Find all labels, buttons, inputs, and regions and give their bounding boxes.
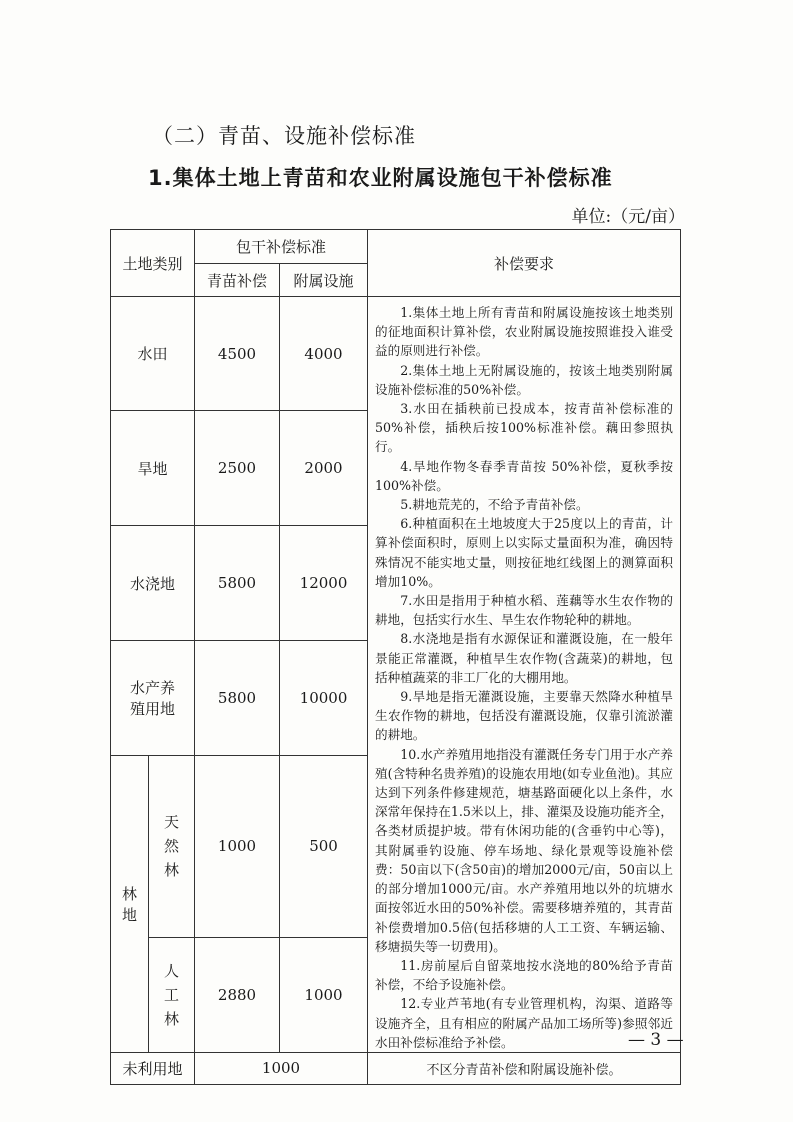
facility-value: 4000	[280, 297, 368, 411]
facility-value: 500	[280, 756, 368, 938]
requirements-cell	[368, 297, 681, 1053]
land-type: 天然林	[149, 756, 195, 938]
header-seedling: 青苗补偿	[195, 264, 280, 297]
requirement-item: 8.水浇地是指有水源保证和灌溉设施，在一般年景能正常灌溉，种植旱生农作物(含蔬菜)的耕地，包括种植蔬菜的非工厂化的大棚用地。	[375, 631, 674, 685]
requirement-text: 不区分青苗补偿和附属设施补偿。	[368, 1052, 681, 1084]
land-type: 水田	[111, 297, 195, 411]
land-type: 未利用地	[111, 1052, 195, 1084]
seedling-value: 2880	[195, 937, 280, 1052]
facility-value: 10000	[280, 641, 368, 756]
requirement-item: 4.旱地作物冬春季青苗按 50%补偿，夏秋季按100%补偿。	[375, 458, 674, 493]
seedling-value: 4500	[195, 297, 280, 411]
seedling-value: 1000	[195, 756, 280, 938]
table-title: 1.集体土地上青苗和农业附属设施包干补偿标准	[148, 166, 613, 190]
table-row	[111, 1052, 681, 1084]
land-type: 水产养殖用地	[111, 641, 195, 756]
land-type: 人工林	[149, 937, 195, 1052]
header-land-type: 土地类别	[111, 230, 195, 297]
seedling-value: 2500	[195, 411, 280, 526]
requirement-item: 7.水田是指用于种植水稻、莲藕等水生农作物的耕地，包括实行水生、旱生农作物轮种的耕地。	[375, 593, 674, 628]
land-type: 水浇地	[111, 526, 195, 641]
seedling-value: 5800	[195, 641, 280, 756]
header-lump-sum: 包干补偿标准	[195, 230, 368, 264]
requirement-item: 11.房前屋后自留菜地按水浇地的80%给予青苗补偿，不给予设施补偿。	[375, 957, 674, 993]
unit-label: 单位:（元/亩）	[571, 207, 685, 227]
requirement-item: 3.水田在插秧前已投成本，按青苗补偿标准的50%补偿，插秧后按100%标准补偿。藕田参照执行。	[375, 401, 674, 455]
facility-value: 12000	[280, 526, 368, 641]
requirement-item: 12.专业芦苇地(有专业管理机构，沟渠、道路等设施齐全，且有相应的附属产品加工场所等)参照邻近水田补偿标准给予补偿。	[375, 996, 674, 1050]
facility-value: 2000	[280, 411, 368, 526]
page-number: — 3 —	[628, 1030, 684, 1050]
requirement-item: 1.集体土地上所有青苗和附属设施按该土地类别的征地面积计算补偿，农业附属设施按照谁投入谁受益的原则进行补偿。	[375, 305, 674, 359]
land-type: 旱地	[111, 411, 195, 526]
requirement-item: 10.水产养殖用地指没有灌溉任务专门用于水产养殖(含特种名贵养殖)的设施农用地(如专业鱼池)。其应达到下列条件修建规范，塘基路面硬化以上条件，水深常年保持在1.5米以上，排、灌渠及设施功能齐全，各类材质提护坡。带有休闲功能的(含垂钓中心等)，其附属垂钓设施、停车场地、绿化景观等设施补偿费：50亩以下(含50亩)的增加2000元/亩，50亩以上的部分增加1000元/亩。水产养殖用地以外的坑塘水面按邻近水田的50%补偿。需要移塘养殖的，其青苗补偿费增加0.5倍(包括移塘的人工工资、车辆运输、移塘损失等一切费用)。	[375, 746, 674, 954]
requirement-item: 5.耕地荒芜的，不给予青苗补偿。	[400, 497, 589, 513]
combined-value: 1000	[195, 1052, 368, 1084]
requirement-item: 6.种植面积在土地坡度大于25度以上的青苗，计算补偿面积时，原则上以实际丈量面积为准，确因特殊情况不能实地丈量，则按征地红线图上的测算面积增加10%。	[375, 516, 674, 589]
compensation-table	[110, 229, 681, 1085]
header-requirements: 补偿要求	[368, 230, 681, 297]
seedling-value: 5800	[195, 526, 280, 641]
facility-value: 1000	[280, 937, 368, 1052]
table-row	[111, 297, 681, 411]
header-facility: 附属设施	[280, 264, 368, 297]
section-heading: （二）青苗、设施补偿标准	[152, 124, 416, 148]
requirement-item: 9.旱地是指无灌溉设施，主要靠天然降水种植旱生农作物的耕地，包括没有灌溉设施，仅靠引流淤灌的耕地。	[375, 689, 674, 743]
requirement-item: 2.集体土地上无附属设施的，按该土地类别附属设施补偿标准的50%补偿。	[375, 362, 674, 397]
forest-group-label: 林地	[111, 756, 149, 1053]
